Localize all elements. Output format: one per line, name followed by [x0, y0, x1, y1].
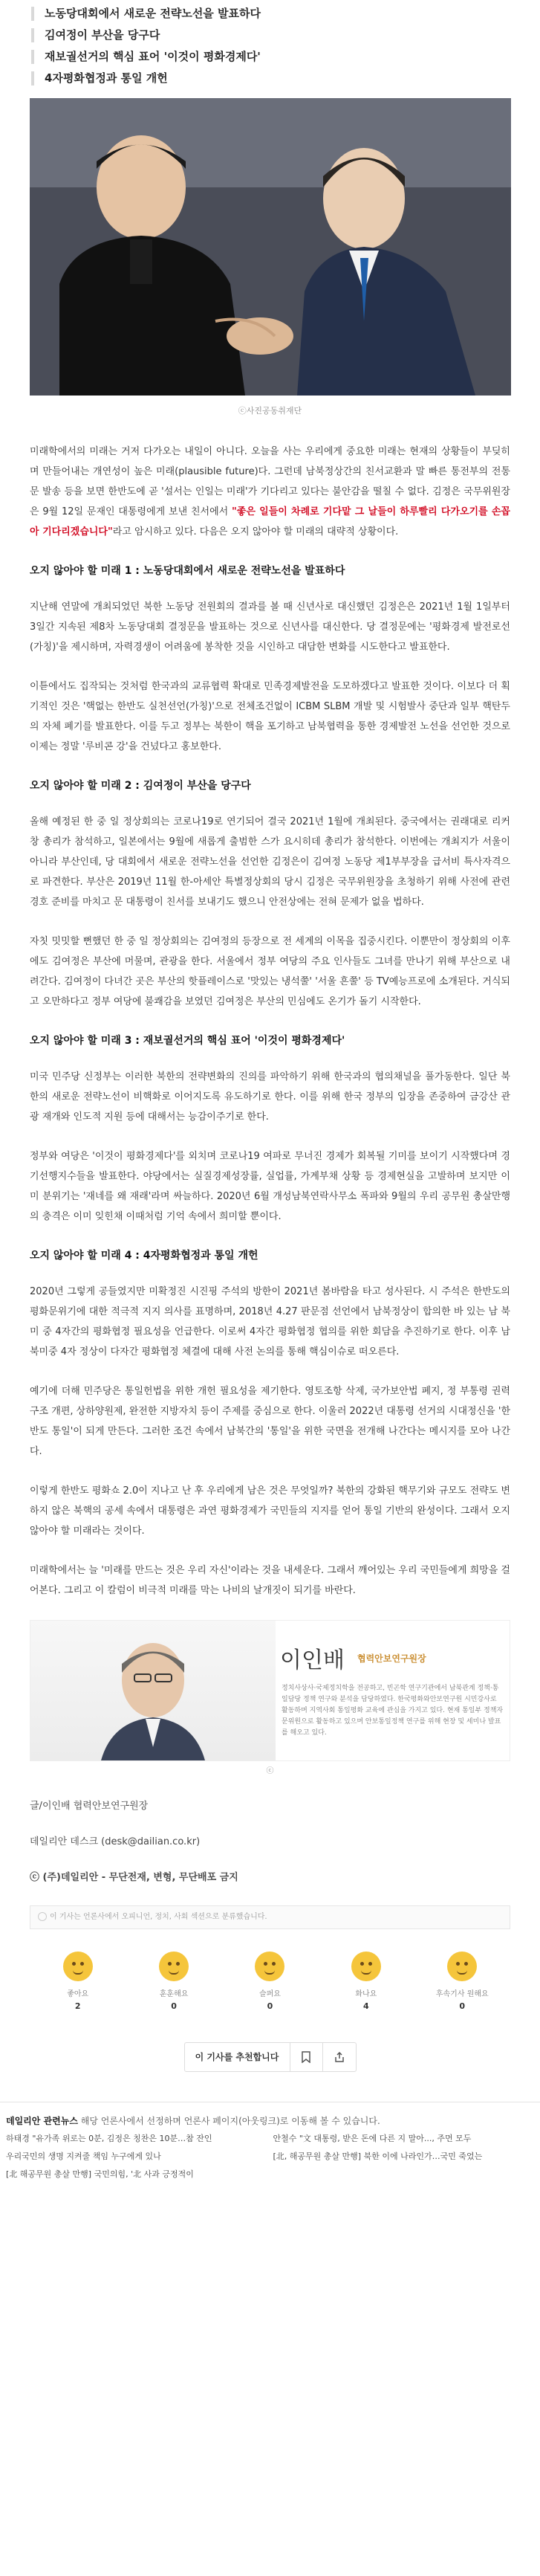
handshake-photo-illustration [30, 98, 511, 396]
section-title: 오지 않아야 할 미래 3 : 재보궐선거의 핵심 표어 '이것이 평화경제다' [30, 1035, 345, 1047]
angry-face-icon [351, 1952, 381, 1981]
section-notice [30, 1905, 510, 1929]
reaction-count: 2 [74, 2001, 81, 2011]
body-paragraph: 지난해 연말에 개최되었던 북한 노동당 전원회의 결과를 볼 때 신년사로 대신했던 김정은은 2021년 1월 1일부터 3일간 지속된 제8차 노동당대회 결정문을 발표하는 것으로 신년사를 대신한다. 당 결정문에는 '평화경제 발전로선(가칭)'을 제시하며, 자력경생이 어려움에 봉착한 것을 시인하고 대담한 변화를 시도한다고 발표한다. [30, 601, 510, 653]
copyright: ⓒ (주)데일리안 - 무단전재, 변형, 무단배포 금지 [30, 1872, 238, 1883]
author-photo [30, 1621, 276, 1760]
intro-text: 미래학에서의 미래는 거저 다가오는 내일이 아니다. 오늘을 사는 우리에게 중요한 미래는 현재의 상황들이 부딪히며 만들어내는 개연성이 높은 미래(plausible future)다. 그런데 남북정상간의 친서교환과 말 빠른 통전부의 전통문 발송 등을 보면 한반도에 곧 '설서는 인일는 미래'가 기다리고 있다는 불안감을 떨칠 수 없다. 김정은 국무위원장은 9월 12일 문재인 대통령에게 보낸 친서에서 [30, 446, 510, 517]
photo-caption: ⓒ사진공동취재단 [238, 406, 302, 416]
summary-item: 재보궐선거의 핵심 표어 '이것이 평화경제다' [30, 46, 510, 68]
info-icon [38, 1912, 47, 1921]
article-photo [30, 98, 511, 396]
section-title: 오지 않아야 할 미래 2 : 김여정이 부산을 당구다 [30, 780, 251, 792]
reaction-count: 0 [267, 2001, 273, 2011]
summary-item: 김여정이 부산을 당구다 [30, 25, 510, 46]
summary-item: 노동당대회에서 새로운 전략노선을 발표하다 [30, 3, 510, 25]
related-link[interactable]: [北, 해공무원 총살 만행] 북한 이에 나라인가…국민 죽었는 [273, 2151, 483, 2161]
related-link[interactable] [273, 2166, 540, 2183]
smile-icon [63, 1952, 93, 1981]
reaction-bar [30, 1952, 510, 2011]
reaction-label: 훈훈해요 [159, 1990, 189, 1998]
summary-item: 4자평화협정과 통일 개헌 [30, 68, 510, 89]
reaction-count: 0 [459, 2001, 466, 2011]
author-role: 협력안보연구원장 [357, 1653, 426, 1664]
related-header [0, 2114, 540, 2127]
body-paragraph: 미래학에서는 늘 '미래를 만드는 것은 우리 자신'이라는 것을 내세운다. 그래서 깨어있는 우리 국민들에게 희망을 걸어본다. 그리고 이 칼럼이 비극적 미래를 막는 나비의 날개짓이 되기를 바란다. [30, 1565, 510, 1596]
related-link[interactable]: 하태경 "유가족 위로는 0분, 김정은 칭찬은 10분…참 잔인 [6, 2134, 212, 2143]
related-note: 해당 언론사에서 선정하며 언론사 페이지(아웃링크)로 이동해 볼 수 있습니다. [80, 2116, 380, 2126]
related-brand: 데일리안 관련뉴스 [6, 2116, 78, 2126]
related-link[interactable]: 우리국민의 생명 지켜줄 책임 누구에게 있나 [6, 2151, 161, 2161]
reaction-count: 4 [363, 2001, 369, 2011]
article-body [30, 442, 510, 1601]
notice-text: 이 기사는 언론사에서 오피니언, 정치, 사회 섹션으로 분류했습니다. [50, 1913, 267, 1921]
sad-face-icon [255, 1952, 284, 1981]
body-paragraph: 예기에 더해 민주당은 통일헌법을 위한 개헌 필요성을 제기한다. 영토조항 삭제, 국가보안법 폐지, 정 부통령 권력구조 개편, 상하양원제, 완전한 지방자치 등이 주제를 중심으로 한다. 이울러 2022년 대통령 선거의 시대정신을 '한반도 통일'이 되게 만든다. 그러한 조건 속에서 남북간의 '통일'을 위한 국면을 전개해 나간다는 메시지를 모아 나간다. [30, 1386, 510, 1457]
article-summary [30, 0, 510, 89]
reaction-label: 좋아요 [67, 1990, 89, 1998]
author-profile-box [30, 1620, 510, 1761]
reaction-warm[interactable] [133, 1952, 215, 2011]
glasses-face-icon [447, 1952, 477, 1981]
warm-face-icon [159, 1952, 189, 1981]
reaction-label: 화나요 [355, 1990, 377, 1998]
reaction-label: 슬퍼요 [258, 1990, 281, 1998]
author-name: 이인배 [280, 1647, 345, 1673]
quote-highlight: "좋은 일들이 차례로 기다맡 그 날들이 하루빨리 다가오기를 손꼽아 기다리겠습니다" [30, 506, 510, 538]
body-paragraph: 미국 민주당 신정부는 이러한 북한의 전략변화의 진의를 파악하기 위해 한국과의 협의채널을 풀가동한다. 일단 북한의 새로운 전략노선이 비핵화로 이어지도록 유도하기로 한다. 이를 위해 한국 정부의 입장을 존중하여 금강산 관광 재개와 인도적 지원 등에 대해서는 능감이주기로 한다. [30, 1071, 510, 1123]
profile-caption: ⓒ [266, 1767, 274, 1775]
reaction-like[interactable] [37, 1952, 119, 2011]
section-title: 오지 않아야 할 미래 4 : 4자평화협정과 통일 개헌 [30, 1250, 258, 1262]
author-bio: 정치사상사·국제정치학을 전공하고, 빈곤학 연구기관에서 남북관계 정책·통일담당 정책 연구와 분석을 담당하였다. 한국평화와안보연구원 시민강사로 활동하며 지역사회 통일평화 교육에 관심을 가지고 있다. 현재 통일부 정책자문위원으로 활동하고 있으며 안보통일정책 연구를 위해 현장 및 세미나 발표를 해오고 있다. [282, 1685, 504, 1737]
related-news [0, 2102, 540, 2183]
share-icon [334, 2051, 345, 2063]
intro-text-end: 라고 암시하고 있다. 다음은 오지 않아야 할 미래의 대략적 상황이다. [112, 526, 399, 538]
author-portrait-illustration [30, 1621, 276, 1760]
byline: 글/이인배 협력안보연구원장 [30, 1801, 149, 1812]
body-paragraph: 올해 예정된 한 중 일 정상회의는 코로나19로 연기되어 결국 2021년 1월에 개최된다. 중국에서는 권래대로 리커창 총리가 참석하고, 일본에서는 9월에 새롭게 출범한 스가 요시히데 총리가 참석한다. 이번에는 개최지가 서울이 아니라 부산인데, 당 대회에서 새로운 전략노선을 선언한 김정은이 김여정 노동당 제1부부장을 급서비 특사자격으로 파견한다. 부산은 2019년 11월 한-아세안 특별정상회의 당시 김정은 국무위원장을 초청하기 위해 사전에 관련 경호 준비를 마치고 문 대통령이 친서를 보내기도 했으니 안전상에는 전혀 문제가 없을 법하다. [30, 816, 510, 908]
article-meta [30, 1798, 510, 1886]
bookmark-button[interactable] [290, 2043, 323, 2071]
body-paragraph: 정부와 여당은 '이것이 평화경제다'를 외치며 코로나19 여파로 무너진 경제가 회복될 기미를 보이기 시작했다며 경기선행지수들을 발표한다. 야당에서는 실질경제성장률, 실업률, 가계부채 상황 등 경제현실을 고발하며 보지만 이미 분위기는 '재네를 왜 재래'라며 싸늘하다. 2020년 6월 개성남북연락사무소 폭파와 9월의 우리 공무원 총살만행의 충격은 이미 잊힌채 이때처럼 기억 속에서 희미할 뿐이다. [30, 1151, 511, 1222]
intro-paragraph [30, 442, 510, 542]
share-button[interactable] [323, 2043, 356, 2071]
reaction-sad[interactable] [229, 1952, 310, 2011]
section-title: 오지 않아야 할 미래 1 : 노동당대회에서 새로운 전략노선을 발표하다 [30, 565, 345, 577]
share-bar [184, 2042, 357, 2072]
bookmark-icon [301, 2051, 311, 2063]
body-paragraph: 2020년 그렇게 공들였지만 미확정진 시진핑 주석의 방한이 2021년 봄바람을 타고 성사된다. 시 주석은 한반도의 평화문위기에 대한 적극적 지지 의사를 표명하며, 2018년 4.27 판문점 선언에서 남북정상이 합의한 바 있는 남 북 미 중 4자간의 평화협정 필요성을 언급한다. 이로써 4자간 평화협정 협의를 위한 회담을 추진하기로 한다. 이후 남북미중 4자 정상이 다자간 평화협정 체결에 대해 사전 논의를 통해 핵심이슈로 떠오른다. [30, 1286, 510, 1358]
body-paragraph: 이렇게 한반도 평화쇼 2.0이 지나고 난 후 우리에게 남은 것은 무엇일까? 북한의 강화된 핵무기와 규모도 전략도 변하지 않은 북핵의 공세 속에서 대통령은 과연 평화경제가 국민들의 지지를 얻어 통일 기반의 완성이다. 그래서 오지 않아야 할 미래라는 것이다. [30, 1485, 510, 1537]
reaction-angry[interactable] [325, 1952, 407, 2011]
reaction-label: 후속기사 원해요 [435, 1990, 489, 1998]
body-paragraph: 자칫 밋밋할 뻔했던 한 중 일 정상회의는 김여정의 등장으로 전 세계의 이목을 집중시킨다. 이뿐만이 정상회의 이후에도 김여정은 부산에 머물며, 관광을 한다. 서울에서 정부 여당의 주요 인사들도 그녀를 만나기 위해 부산으로 내려간다. 김여정이 다녀간 곳은 부산의 핫플레이스로 '맛있는 냉석쭐' '서울 흔쭐' 등 TV예능프로에 소개된다. 거식되고 오만하다고 정부 여당에 불쾌감을 보였던 김여정은 부산의 민심에도 온기가 돌기 시작한다. [30, 936, 510, 1007]
reaction-count: 0 [171, 2001, 177, 2011]
reaction-want-more[interactable] [421, 1952, 503, 2011]
desk-contact[interactable]: 데일리안 데스크 (desk@dailian.co.kr) [30, 1836, 201, 1847]
related-link[interactable]: [北 해공무원 총살 만행] 국민의힘, '北 사과 긍정적이 [6, 2169, 194, 2179]
related-list [0, 2130, 540, 2183]
body-paragraph: 이튿에서도 집작되는 것처럼 한국과의 교류협력 확대로 민족경제발전을 도모하겠다고 발표한 것이다. 이보다 더 획기적인 것은 '핵없는 한반도 실천선언(가칭)'으로 전체조건없이 ICBM SLBM 개발 및 시험발사 중단과 일부 핵탄두의 자체 폐기를 발표한다. 이를 두고 정부는 북한이 핵을 포기하고 남북협력을 통한 경제발전 노선을 선언한 것으로 이제는 정말 '루비콘 강'을 건넜다고 홍보한다. [30, 681, 510, 752]
recommend-button[interactable]: 이 기사를 추천합니다 [185, 2043, 290, 2071]
related-link[interactable]: 안철수 "文 대통령, 받은 돈에 다른 지 말아..., 주먼 모두 [273, 2134, 472, 2143]
